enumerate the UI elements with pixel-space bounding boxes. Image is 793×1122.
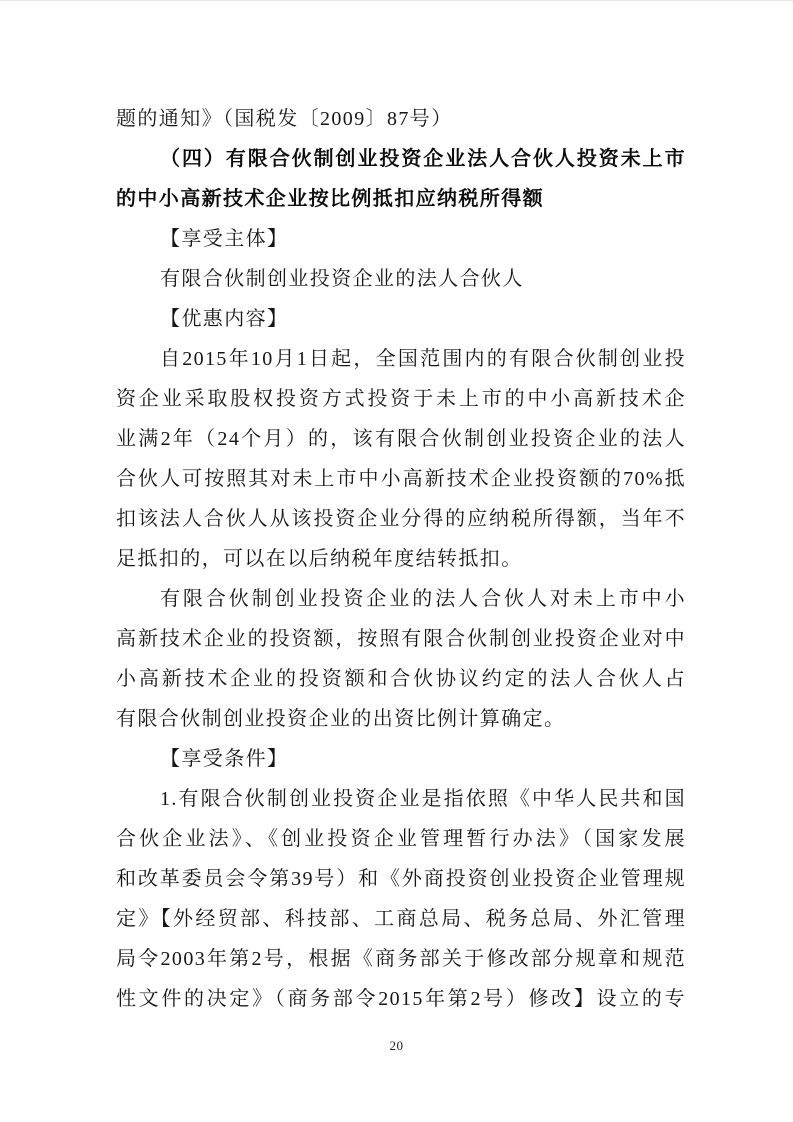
section-label-line: 【优惠内容】 [160, 308, 289, 330]
body-text-line: 自2015年10月1日起，全国范围内的有限合伙制创业投 [160, 348, 686, 370]
section-heading-line: 的中小高新技术企业按比例抵扣应纳税所得额 [116, 188, 544, 210]
body-text-line: 合伙企业法》、《创业投资企业管理暂行办法》（国家发展 [116, 828, 686, 850]
body-text-line: 和改革委员会令第39号）和《外商投资创业投资企业管理规 [116, 868, 686, 890]
section-label-line: 【享受条件】 [160, 748, 289, 770]
body-text-line: 足抵扣的，可以在以后纳税年度结转抵扣。 [116, 548, 523, 570]
body-text-line: 业满2年（24个月）的，该有限合伙制创业投资企业的法人 [116, 428, 686, 450]
section-heading-line: （四）有限合伙制创业投资企业法人合伙人投资未上市 [160, 148, 686, 170]
body-text-line: 资企业采取股权投资方式投资于未上市的中小高新技术企 [116, 388, 686, 410]
body-text-line: 有限合伙制创业投资企业的法人合伙人 [160, 268, 524, 290]
body-text-line: 题的通知》（国税发〔2009〕87号） [116, 108, 453, 130]
body-text-line: 扣该法人合伙人从该投资企业分得的应纳税所得额，当年不 [116, 508, 686, 530]
body-text-line: 局令2003年第2号，根据《商务部关于修改部分规章和规范 [116, 948, 686, 970]
body-text-line: 性文件的决定》（商务部令2015年第2号）修改】设立的专 [116, 988, 686, 1010]
section-label-line: 【享受主体】 [160, 228, 289, 250]
body-text-line: 合伙人可按照其对未上市中小高新技术企业投资额的70%抵 [116, 468, 686, 490]
body-text-line: 1.有限合伙制创业投资企业是指依照《中华人民共和国 [160, 788, 686, 810]
page-number: 20 [389, 1038, 404, 1053]
body-text-line: 有限合伙制创业投资企业的法人合伙人对未上市中小 [160, 588, 686, 610]
body-text-line: 有限合伙制创业投资企业的出资比例计算确定。 [116, 708, 566, 730]
body-text-line: 小高新技术企业的投资额和合伙协议约定的法人合伙人占 [116, 668, 686, 690]
body-text-line: 定》【外经贸部、科技部、工商总局、税务总局、外汇管理 [116, 908, 686, 930]
document-body [116, 99, 686, 1019]
body-text-line: 高新技术企业的投资额，按照有限合伙制创业投资企业对中 [116, 628, 686, 650]
